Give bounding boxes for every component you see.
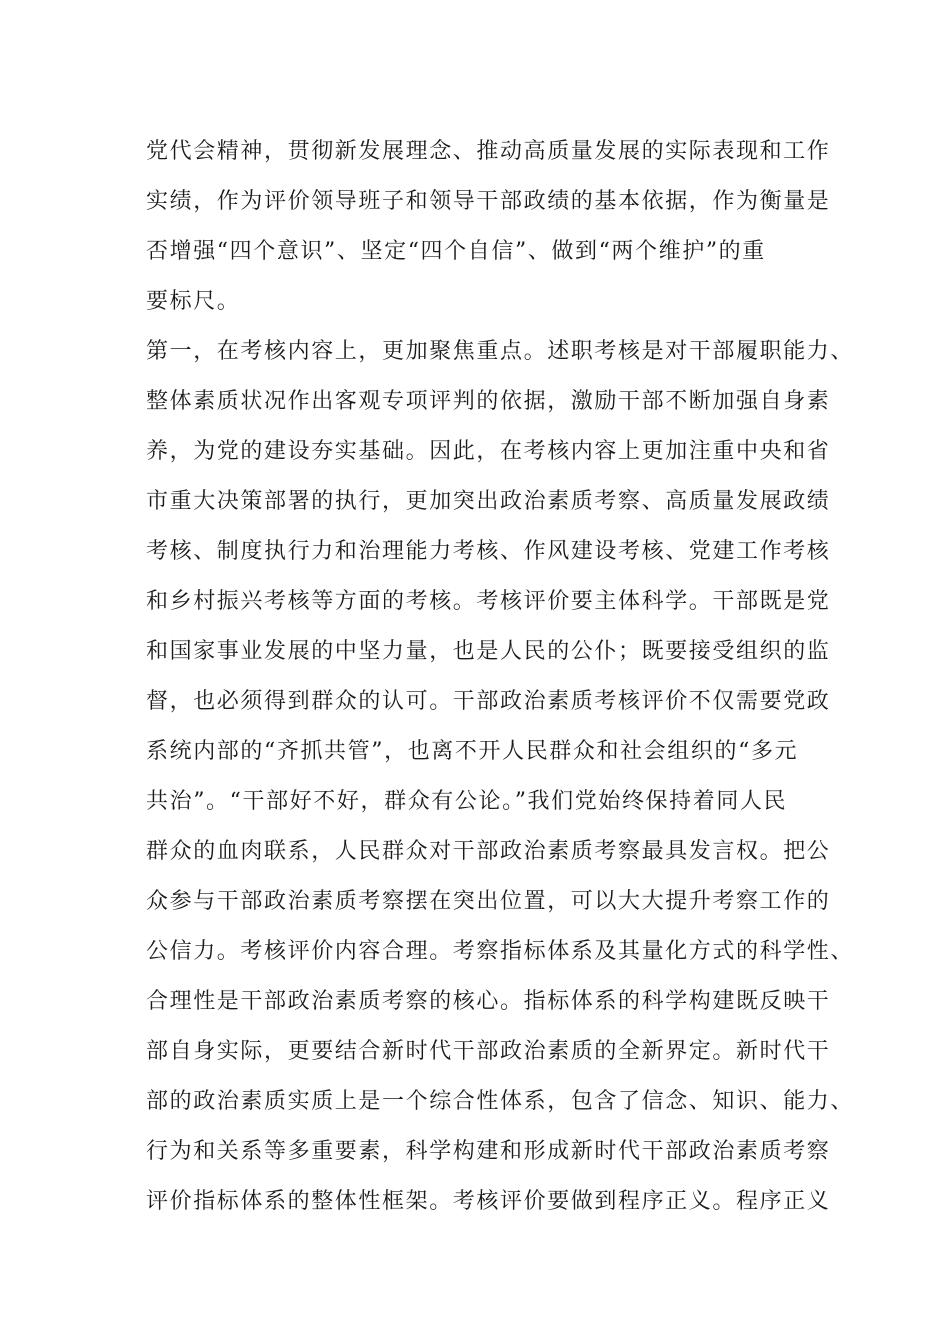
text-line: 督，也必须得到群众的认可。干部政治素质考核评价不仅需要党政	[146, 689, 831, 714]
text-line: 系统内部的“齐抓共管”，也离不开人民群众和社会组织的“多元	[146, 739, 799, 764]
text-line: 共治”。“干部好不好，群众有公论。”我们党始终保持着同人民	[146, 789, 788, 814]
text-line: 众参与干部政治素质考察摆在突出位置，可以大大提升考察工作的	[146, 889, 831, 914]
text-line: 整体素质状况作出客观专项评判的依据，激励干部不断加强自身素	[146, 389, 831, 414]
text-line: 群众的血肉联系，人民群众对干部政治素质考察最具发言权。把公	[146, 839, 831, 864]
text-line: 行为和关系等多重要素，科学构建和形成新时代干部政治素质考察	[146, 1139, 831, 1164]
text-line: 否增强“四个意识”、坚定“四个自信”、做到“两个维护”的重	[146, 239, 766, 264]
text-line: 考核、制度执行力和治理能力考核、作风建设考核、党建工作考核	[146, 539, 831, 564]
text-line: 和乡村振兴考核等方面的考核。考核评价要主体科学。干部既是党	[146, 589, 831, 614]
text-line: 要标尺。	[146, 289, 241, 314]
text-line: 市重大决策部署的执行，更加突出政治素质考察、高质量发展政绩	[146, 489, 831, 514]
text-line: 部的政治素质实质上是一个综合性体系，包含了信念、知识、能力、	[146, 1089, 855, 1114]
text-line: 部自身实际，更要结合新时代干部政治素质的全新界定。新时代干	[146, 1039, 831, 1064]
text-line: 和国家事业发展的中坚力量，也是人民的公仆；既要接受组织的监	[146, 639, 831, 664]
text-line: 公信力。考核评价内容合理。考察指标体系及其量化方式的科学性、	[146, 939, 855, 964]
body-text	[146, 127, 855, 1227]
text-line: 合理性是干部政治素质考察的核心。指标体系的科学构建既反映干	[146, 989, 831, 1014]
text-line: 党代会精神，贯彻新发展理念、推动高质量发展的实际表现和工作	[146, 139, 831, 164]
text-line: 评价指标体系的整体性框架。考核评价要做到程序正义。程序正义	[146, 1189, 831, 1214]
text-line: 第一，在考核内容上，更加聚焦重点。述职考核是对干部履职能力、	[146, 339, 855, 364]
text-line: 养，为党的建设夯实基础。因此，在考核内容上更加注重中央和省	[146, 439, 831, 464]
text-line: 实绩，作为评价领导班子和领导干部政绩的基本依据，作为衡量是	[146, 189, 831, 214]
